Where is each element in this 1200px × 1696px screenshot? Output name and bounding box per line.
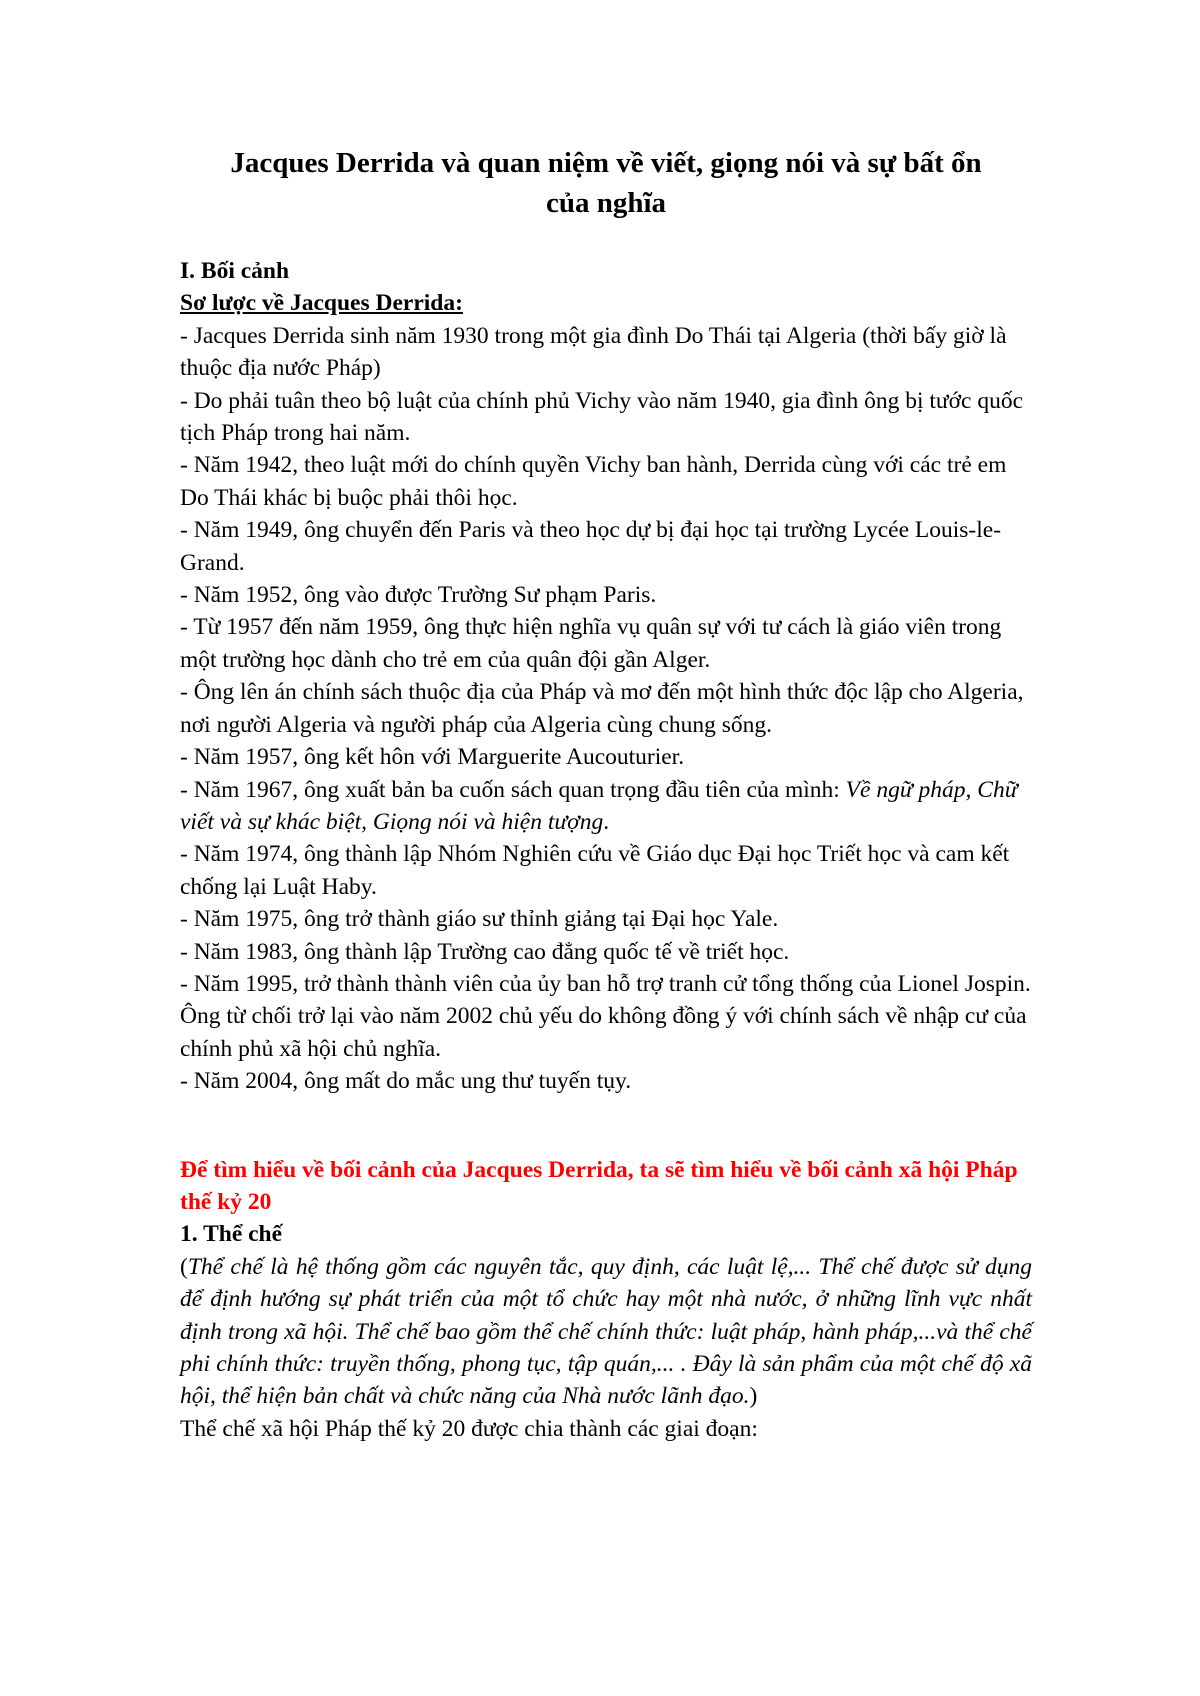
title-line-1: Jacques Derrida và quan niệm về viết, giọng nói và sự bất ổn (230, 147, 982, 179)
bio-item: - Năm 1975, ông trở thành giáo sư thỉnh giảng tại Đại học Yale. (180, 906, 779, 933)
bio-item: - Năm 2004, ông mất do mắc ung thư tuyến tụy. (180, 1068, 632, 1095)
bio-item-1967 (180, 774, 1032, 839)
bio-item: - Ông lên án chính sách thuộc địa của Pháp và mơ đến một hình thức độc lập cho Algeria, nơi người Algeria và người pháp của Algeria cùng chung sống. (180, 679, 1024, 738)
bio-item: - Do phải tuân theo bộ luật của chính phủ Vichy vào năm 1940, gia đình ông bị tước quốc tịch Pháp trong hai năm. (180, 387, 1024, 447)
definition-close-paren: ) (749, 1383, 758, 1410)
definition-open-paren: ( (180, 1253, 188, 1280)
title-line-2: của nghĩa (545, 187, 667, 219)
bio-heading: Sơ lược về Jacques Derrida: (180, 290, 463, 317)
section-heading-context: I. Bối cảnh (180, 258, 290, 284)
red-heading: Để tìm hiểu về bối cảnh của Jacques Derrida, ta sẽ tìm hiểu về bối cảnh xã hội Pháp thế kỷ 20 (180, 1156, 1018, 1215)
institution-definition (180, 1251, 1032, 1413)
closing-line: Thể chế xã hội Pháp thế kỷ 20 được chia thành các giai đoạn: (180, 1415, 758, 1442)
bio-item: - Năm 1952, ông vào được Trường Sư phạm Paris. (180, 582, 657, 609)
bio-item: - Jacques Derrida sinh năm 1930 trong một gia đình Do Thái tại Algeria (thời bấy giờ là thuộc địa nước Pháp) (180, 322, 1007, 382)
bio-1967-suffix: . (603, 808, 610, 835)
definition-text: Thể chế là hệ thống gồm các nguyên tắc, quy định, các luật lệ,... Thể chế được sử dụng để định hướng sự phát triển của một tổ chức hay một nhà nước, ở những lĩnh vực nhất định trong xã hội. Thể chế bao gồm thể chế chính thức: luật pháp, hành pháp,...và thể chế phi chính thức: truyền thống, phong tục, tập quán,... . Đây là sản phẩm của một chế độ xã hội, thể hiện bản chất và chức năng của Nhà nước lãnh đạo. (180, 1253, 1032, 1410)
bio-item: - Năm 1949, ông chuyển đến Paris và theo học dự bị đại học tại trường Lycée Louis-le-Grand. (180, 517, 1002, 576)
subsection-heading-institution: 1. Thể chế (180, 1221, 283, 1248)
spacer (180, 1098, 1032, 1154)
bio-item: - Năm 1974, ông thành lập Nhóm Nghiên cứu về Giáo dục Đại học Triết học và cam kết chống lại Luật Haby. (180, 841, 1010, 900)
document-title (180, 143, 1032, 223)
bio-item: - Năm 1942, theo luật mới do chính quyền Vichy ban hành, Derrida cùng với các trẻ em Do Thái khác bị buộc phải thôi học. (180, 452, 1007, 511)
bio-item: - Năm 1995, trở thành thành viên của ủy ban hỗ trợ tranh cử tổng thống của Lionel Jospin. Ông từ chối trở lại vào năm 2002 chủ yếu do không đồng ý với chính sách về nhập cư của chính phủ xã hội chủ nghĩa. (180, 970, 1031, 1062)
bio-1967-prefix: - Năm 1967, ông xuất bản ba cuốn sách quan trọng đầu tiên của mình: (180, 776, 846, 803)
bio-item: - Năm 1957, ông kết hôn với Marguerite Aucouturier. (180, 744, 685, 771)
bio-list (180, 320, 1032, 1098)
bio-item: - Năm 1983, ông thành lập Trường cao đẳng quốc tế về triết học. (180, 938, 790, 965)
bio-item: - Từ 1957 đến năm 1959, ông thực hiện nghĩa vụ quân sự với tư cách là giáo viên trong một trường học dành cho trẻ em của quân đội gần Alger. (180, 614, 1002, 673)
bio-1967-books: Về ngữ pháp, Chữ viết và sự khác biệt, Giọng nói và hiện tượng (180, 776, 1018, 835)
